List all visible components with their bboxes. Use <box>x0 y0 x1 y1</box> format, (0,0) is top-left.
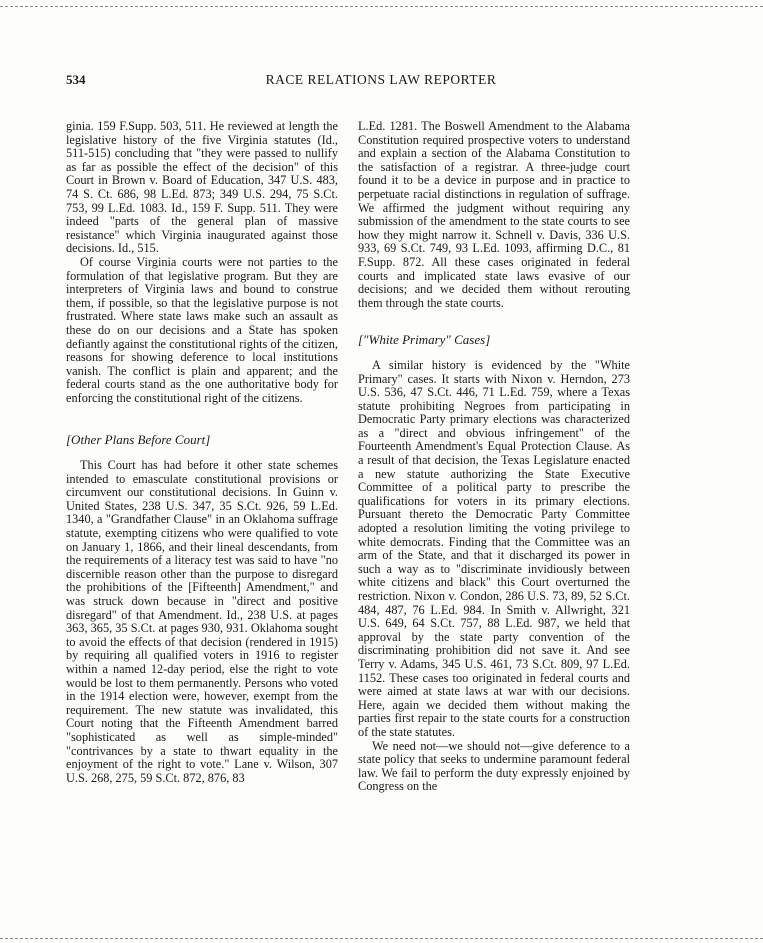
section-heading-white-primary: ["White Primary" Cases] <box>358 332 491 348</box>
right-paragraph-1: L.Ed. 1281. The Boswell Amendment to the Alabama Constitution required prospective voters to understand and explain a section of the Alabama Constitution to the satisfaction of a registrar. A three-judge court found it to be a device in purpose and in practice to perpetuate racial distinctions in regulation of suffrage. We affirmed the judgment without requiring any submission of the amendment to the state courts to see how they might narrow it. Schnell v. Davis, 336 U.S. 933, 69 S.Ct. 749, 93 L.Ed. 1093, affirming D.C., 81 F.Supp. 872. All these cases originated in federal courts and implicated state laws evasive of our decisions; and we decided them without rerouting them through the state courts. <box>358 119 630 310</box>
section-heading-other-plans: [Other Plans Before Court] <box>66 432 211 448</box>
left-paragraph-2: Of course Virginia courts were not parties to the formulation of that legislative program. But they are interpreters of Virginia laws and bound to construe them, if possible, so that the legislative purpose is not frustrated. Where state laws make such an assault as these do on our decisions and a State has spoken defiantly against the constitutional rights of the citizen, reasons for showing deference to local institutions vanish. The conflict is plain and apparent; and the federal courts stand as the one authoritative body for enforcing the constitutional right of the citizens. <box>66 254 338 405</box>
page-header <box>66 72 696 90</box>
bottom-page-rule <box>0 938 763 939</box>
right-paragraph-2: A similar history is evidenced by the "White Primary" cases. It starts with Nixon v. Herndon, 273 U.S. 536, 47 S.Ct. 446, 71 L.Ed. 759, where a Texas statute prohibiting Negroes from participating in Democratic Party primary elections was characterized as a "direct and obvious infringement" of the Fourteenth Amendment's Equal Protection Clause. As a result of that decision, the Texas Legislature enacted a new statute authorizing the State Executive Committee of a political party to prescribe the qualifications for voters in its primary elections. Pursuant thereto the Democratic Party Committee adopted a resolution limiting the voting privilege to white democrats. Finding that the Committee was an arm of the State, and that it discharged its power in such a way as to "discriminate invidiously between white citizens and black" this Court overturned the restriction. Nixon v. Condon, 286 U.S. 73, 89, 52 S.Ct. 484, 487, 76 L.Ed. 984. In Smith v. Allwright, 321 U.S. 649, 64 S.Ct. 757, 88 L.Ed. 987, we held that approval by the state party convention of the discriminating prohibition did not save it. And see Terry v. Adams, 345 U.S. 461, 73 S.Ct. 809, 97 L.Ed. 1152. These cases too originated in federal courts and were aimed at state laws at war with our decisions. Here, again we decided them without making the parties first repair to the state courts for a construction of the state statutes. <box>358 357 630 739</box>
left-paragraph-3: This Court has had before it other state schemes intended to emasculate constitutional provisions or circumvent our constitutional decisions. In Guinn v. United States, 238 U.S. 347, 35 S.Ct. 926, 59 L.Ed. 1340, a "Grandfather Clause" in an Oklahoma suffrage statute, exempting citizens who were qualified to vote on January 1, 1866, and their lineal descendants, from the requirements of a literacy test was said to have "no discernible reason other than the purpose to disregard the prohibitions of the [Fifteenth] Amendment," and was struck down because in "direct and positive disregard" of that Amendment. Id., 238 U.S. at pages 363, 365, 35 S.Ct. at pages 930, 931. Oklahoma sought to avoid the effects of that decision (rendered in 1915) by requiring all qualified voters in 1916 to register within a named 12-day period, else the right to vote would be lost to them permanently. Persons who voted in the 1914 election were, however, exempt from the requirement. The new statute was invalidated, this Court noting that the Fifteenth Amendment barred "sophisticated as well as simple-minded" "contrivances by a state to thwart equality in the enjoyment of the right to vote." Lane v. Wilson, 307 U.S. 268, 275, 59 S.Ct. 872, 876, 83 <box>66 458 338 785</box>
running-title: RACE RELATIONS LAW REPORTER <box>265 72 497 87</box>
right-paragraph-3: We need not—we should not—give deference to a state policy that seeks to undermine paramount federal law. We fail to perform the duty expressly enjoined by Congress on the <box>358 738 630 794</box>
right-column <box>358 120 630 794</box>
left-paragraph-1: ginia. 159 F.Supp. 503, 511. He reviewed at length the legislative history of the five Virginia statutes (Id., 511-515) concluding that "they were passed to nullify as far as possible the effect of the decision" of this Court in Brown v. Board of Education, 347 U.S. 483, 74 S. Ct. 686, 98 L.Ed. 873; 349 U.S. 294, 75 S.Ct. 753, 99 L.Ed. 1083. Id., 159 F. Supp. 511. They were indeed "parts of the general plan of massive resistance" which Virginia inaugurated against those decisions. Id., 515. <box>66 119 338 256</box>
page-number: 534 <box>66 72 86 87</box>
left-column <box>66 120 338 785</box>
top-page-rule <box>0 6 763 7</box>
